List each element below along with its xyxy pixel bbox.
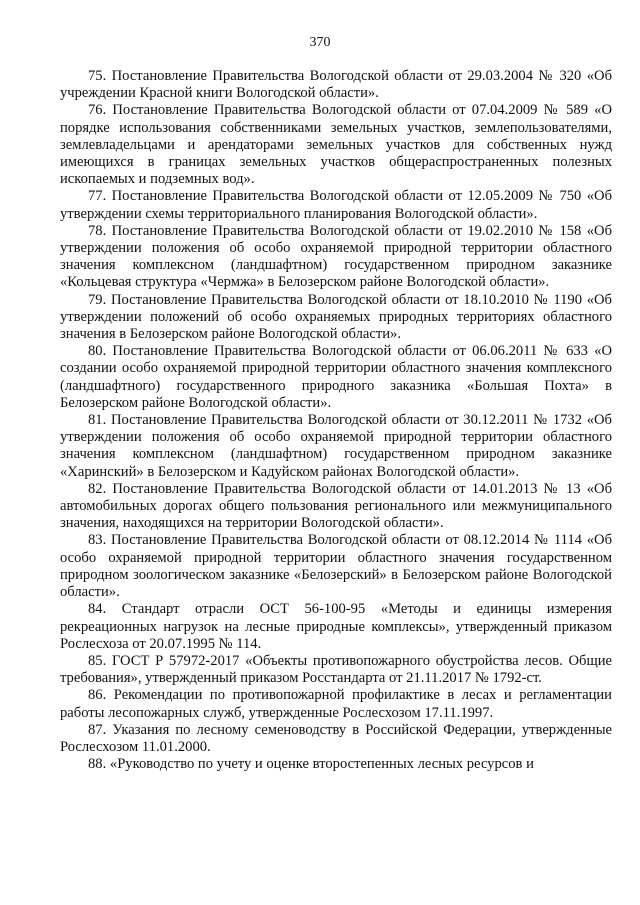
list-item-87: 87. Указания по лесному семеноводству в Российской Федерации, утвержденные Рослесхозом 11.01.2000. bbox=[60, 721, 612, 755]
list-item-79: 79. Постановление Правительства Вологодской области от 18.10.2010 № 1190 «Об утверждении положений об особо охраняемых природных территориях областного значения в Белозерском районе Вологодской области». bbox=[60, 291, 612, 343]
list-item-84: 84. Стандарт отрасли ОСТ 56-100-95 «Методы и единицы измерения рекреационных нагрузок на лесные природные комплексы», утвержденный приказом Рослесхоза от 20.07.1995 № 114. bbox=[60, 601, 612, 652]
list-item-77: 77. Постановление Правительства Вологодской области от 12.05.2009 № 750 «Об утверждении схемы территориального планирования Вологодской области». bbox=[60, 188, 612, 222]
document-body bbox=[60, 68, 612, 773]
list-item-83: 83. Постановление Правительства Вологодской области от 08.12.2014 № 1114 «Об особо охраняемой природной территории областного значения государственном природном зоологическом заказнике «Белозерский» в Белозерском районе Вологодской области». bbox=[60, 532, 612, 601]
list-item-86: 86. Рекомендации по противопожарной профилактике в лесах и регламентации работы лесопожарных служб, утвержденные Рослесхозом 17.11.1997. bbox=[60, 687, 612, 721]
page-number: 370 bbox=[309, 35, 331, 50]
list-item-76: 76. Постановление Правительства Вологодской области от 07.04.2009 № 589 «О порядке использования собственниками земельных участков, землепользователями, землевладельцами и арендаторами земельных участков для собственных нужд имеющихся в границах земельных участков общераспространенных полезных ископаемых и подземных вод». bbox=[60, 102, 612, 188]
list-item-88: 88. «Руководство по учету и оценке второстепенных лесных ресурсов и bbox=[88, 756, 534, 773]
list-item-75: 75. Постановление Правительства Вологодской области от 29.03.2004 № 320 «Об учреждении Красной книги Вологодской области». bbox=[60, 68, 612, 102]
list-item-80: 80. Постановление Правительства Вологодской области от 06.06.2011 № 633 «О создании особо охраняемой природной территории областного значения комплексного (ландшафтного) государственного природного заказника «Большая Похта» в Белозерском районе Вологодской области». bbox=[60, 343, 612, 411]
list-item-85: 85. ГОСТ Р 57972-2017 «Объекты противопожарного обустройства лесов. Общие требования», утвержденный приказом Росстандарта от 21.11.2017 № 1792-ст. bbox=[60, 652, 612, 687]
list-item-81: 81. Постановление Правительства Вологодской области от 30.12.2011 № 1732 «Об утверждении положения об особо охраняемой природной территории областного значения комплексном (ландшафтном) государственном природном заказнике «Харинский» в Белозерском и Кадуйском районах Вологодской области». bbox=[60, 412, 612, 480]
list-item-78: 78. Постановление Правительства Вологодской области от 19.02.2010 № 158 «Об утверждении положения об особо охраняемой природной территории областного значения комплексном (ландшафтном) государственном природном заказнике «Кольцевая структура «Чермжа» в Белозерском районе Вологодской области». bbox=[60, 222, 612, 291]
list-item-82: 82. Постановление Правительства Вологодской области от 14.01.2013 № 13 «Об автомобильных дорогах общего пользования регионального или межмуниципального значения, находящихся на территории Вологодской области». bbox=[60, 480, 612, 532]
